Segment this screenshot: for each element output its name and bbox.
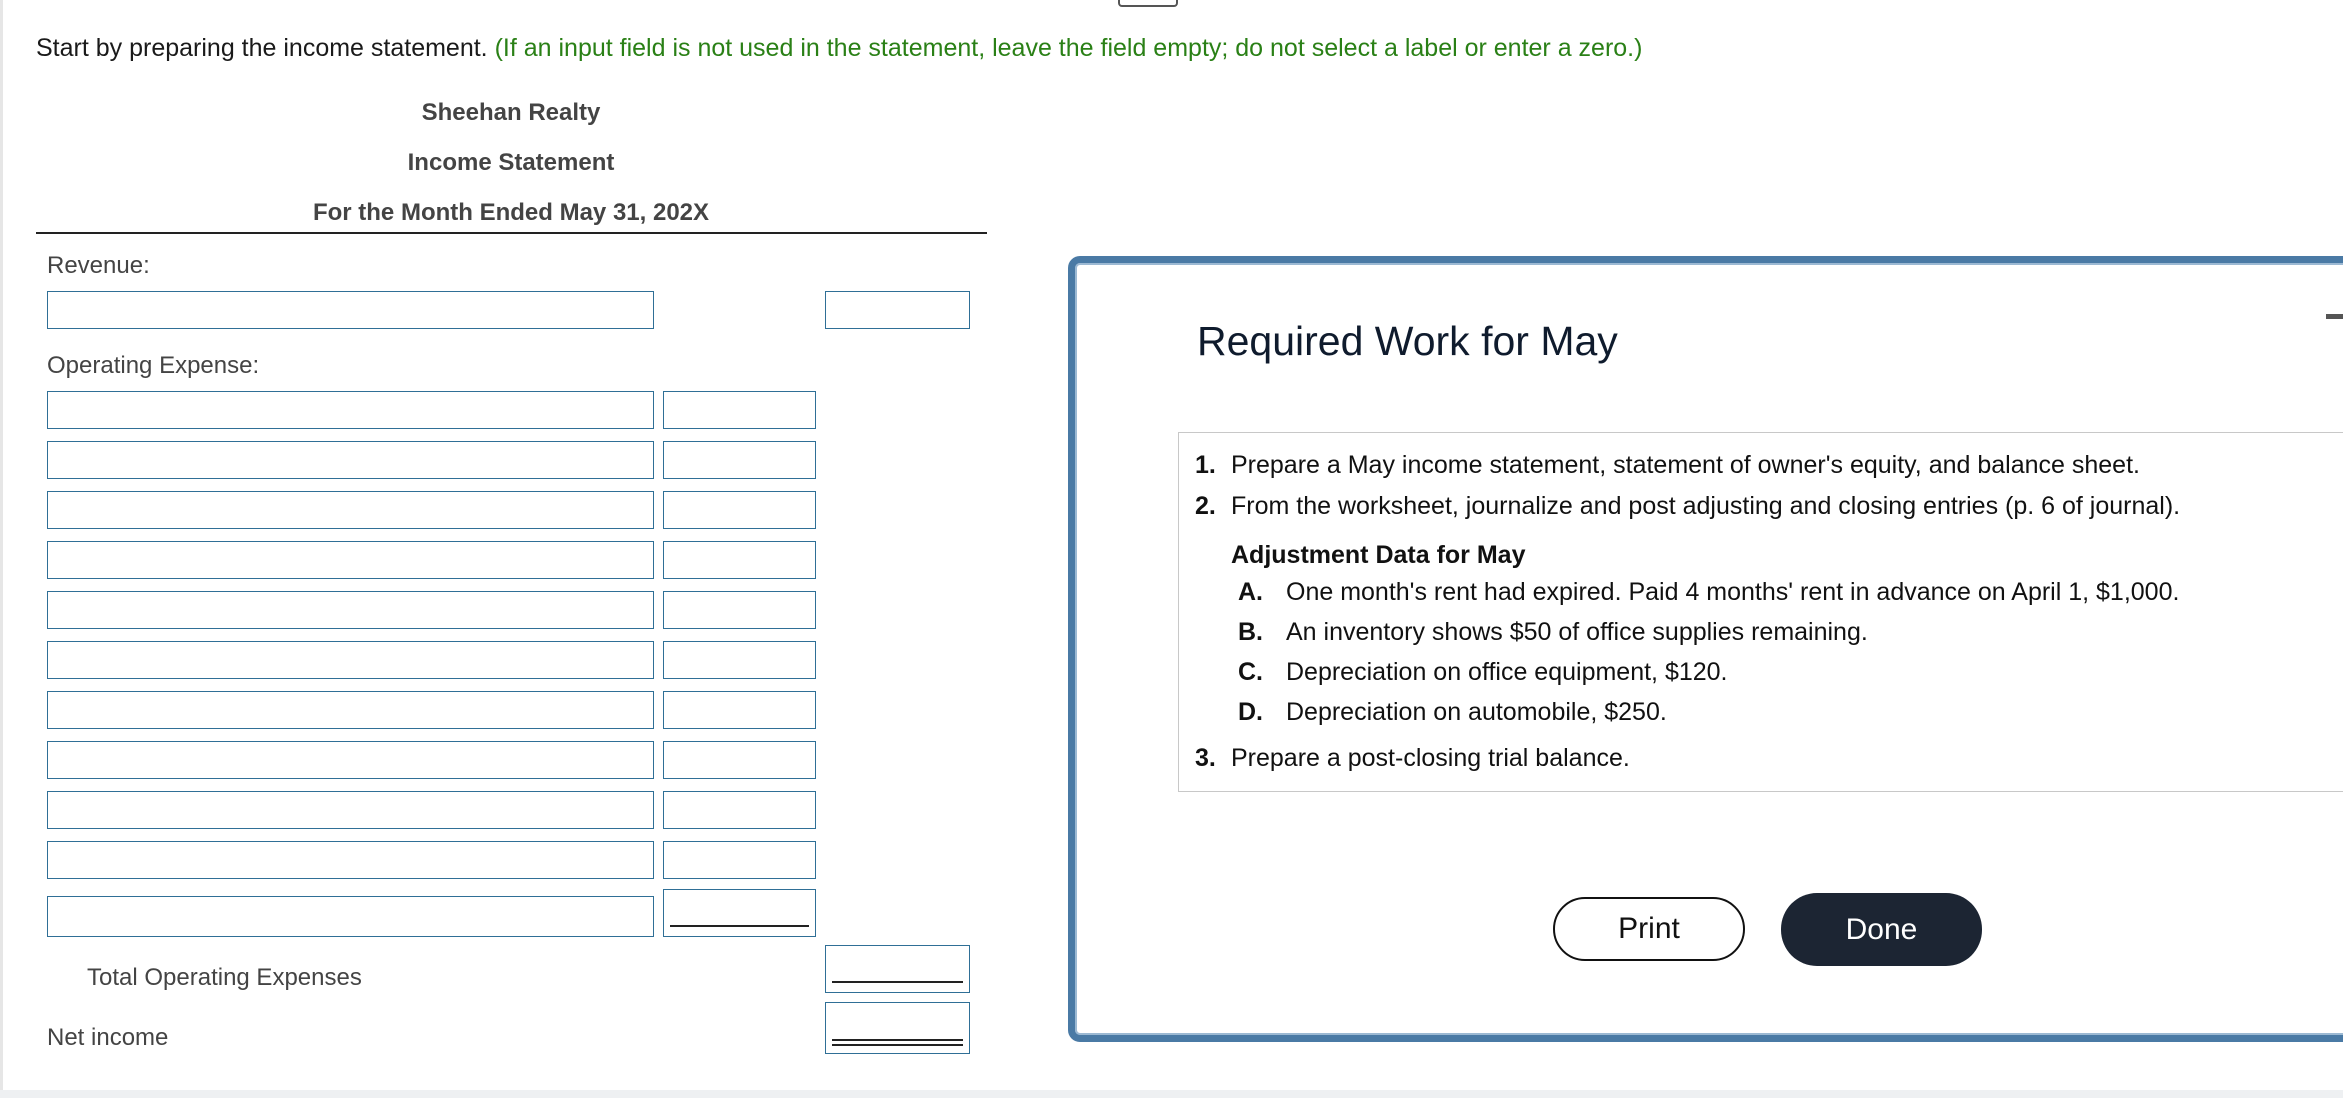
company-name: Sheehan Realty: [421, 99, 601, 126]
adjustment-heading: Adjustment Data for May: [1231, 541, 1526, 569]
required-item-3: [1195, 744, 1630, 773]
adjustment-text: Depreciation on automobile, $250.: [1286, 698, 1667, 726]
underline: [670, 925, 809, 927]
adjustment-text: An inventory shows $50 of office supplies remaining.: [1286, 618, 1868, 646]
required-work-box: [1178, 432, 2343, 792]
item-number: 1.: [1195, 451, 1216, 479]
page-left-border: [0, 0, 3, 1090]
expense-amount-input-7[interactable]: [663, 691, 816, 729]
header-rule: [36, 232, 987, 234]
expense-account-input-2[interactable]: [47, 441, 654, 479]
expense-account-input-6[interactable]: [47, 641, 654, 679]
expense-amount-input-2[interactable]: [663, 441, 816, 479]
done-button[interactable]: Done: [1781, 893, 1982, 966]
net-income-input[interactable]: [825, 1002, 970, 1054]
revenue-account-input[interactable]: [47, 291, 654, 329]
expense-account-input-4[interactable]: [47, 541, 654, 579]
top-handle: [1118, 0, 1178, 7]
expense-amount-input-3[interactable]: [663, 491, 816, 529]
statement-period: For the Month Ended May 31, 202X: [312, 199, 710, 226]
adjustment-text: One month's rent had expired. Paid 4 months' rent in advance on April 1, $1,000.: [1286, 578, 2180, 606]
print-button[interactable]: Print: [1553, 897, 1745, 961]
expense-amount-input-5[interactable]: [663, 591, 816, 629]
adjustment-text: Depreciation on office equipment, $120.: [1286, 658, 1728, 686]
double-underline-bottom: [832, 1044, 963, 1046]
total-operating-expenses-label: Total Operating Expenses: [87, 964, 362, 991]
adjustment-letter: A.: [1238, 578, 1263, 606]
revenue-label: Revenue:: [47, 252, 150, 279]
adjustment-c: [1238, 658, 1728, 687]
adjustment-letter: C.: [1238, 658, 1263, 686]
item-number: 3.: [1195, 744, 1216, 772]
expense-amount-input-9[interactable]: [663, 791, 816, 829]
expense-account-input-3[interactable]: [47, 491, 654, 529]
operating-expense-label: Operating Expense:: [47, 352, 260, 379]
adjustment-a: [1238, 578, 2179, 607]
total-operating-expenses-input[interactable]: [825, 945, 970, 993]
net-income-label: Net income: [47, 1024, 169, 1051]
expense-account-input-11[interactable]: [47, 896, 654, 937]
revenue-amount-input[interactable]: [825, 291, 970, 329]
expense-account-input-10[interactable]: [47, 841, 654, 879]
double-underline-top: [832, 1039, 963, 1041]
expense-amount-input-10[interactable]: [663, 841, 816, 879]
instructions-note: (If an input field is not used in the statement, leave the field empty; do not select a label or enter a zero.): [494, 34, 1643, 62]
required-item-1: [1195, 451, 2140, 480]
adjustment-b: [1238, 618, 1868, 647]
adjustment-d: [1238, 698, 1667, 727]
adjustment-letter: B.: [1238, 618, 1263, 646]
expense-amount-input-4[interactable]: [663, 541, 816, 579]
expense-amount-input-11[interactable]: [663, 889, 816, 937]
item-text: Prepare a post-closing trial balance.: [1231, 744, 1630, 772]
adjustment-letter: D.: [1238, 698, 1263, 726]
item-text: Prepare a May income statement, statement of owner's equity, and balance sheet.: [1231, 451, 2140, 479]
required-item-2: [1195, 492, 2180, 521]
expense-amount-input-1[interactable]: [663, 391, 816, 429]
expense-account-input-9[interactable]: [47, 791, 654, 829]
expense-account-input-5[interactable]: [47, 591, 654, 629]
minimize-icon[interactable]: [2326, 314, 2343, 319]
instructions-main: Start by preparing the income statement.: [36, 34, 488, 62]
underline: [832, 981, 963, 983]
expense-account-input-1[interactable]: [47, 391, 654, 429]
expense-amount-input-8[interactable]: [663, 741, 816, 779]
statement-title: Income Statement: [407, 149, 615, 176]
instructions: [36, 34, 1642, 63]
item-number: 2.: [1195, 492, 1216, 520]
item-text: From the worksheet, journalize and post adjusting and closing entries (p. 6 of journal).: [1231, 492, 2181, 520]
dialog-title: Required Work for May: [1197, 318, 1618, 364]
page-bottom-band: [0, 1090, 2343, 1098]
expense-amount-input-6[interactable]: [663, 641, 816, 679]
expense-account-input-7[interactable]: [47, 691, 654, 729]
expense-account-input-8[interactable]: [47, 741, 654, 779]
